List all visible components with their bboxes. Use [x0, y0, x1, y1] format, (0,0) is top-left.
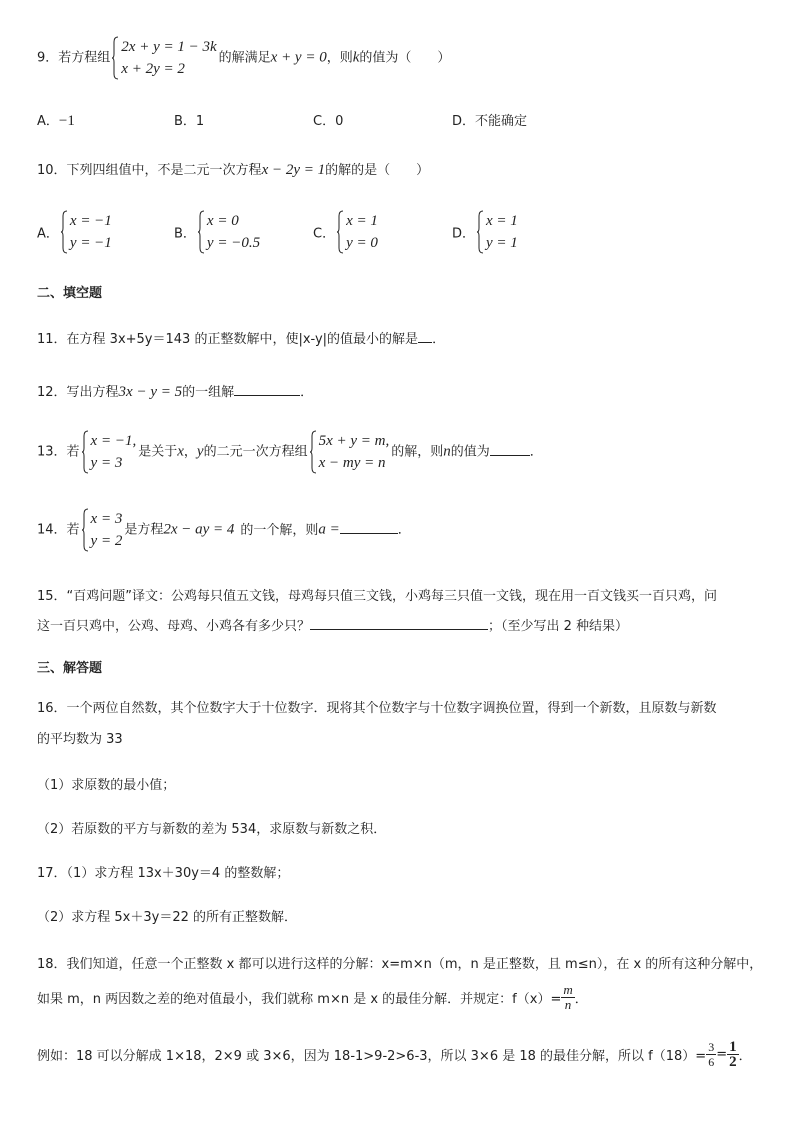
answer-blank-15[interactable]: [310, 617, 488, 630]
question-9-post2: 的值为（ ）: [359, 50, 451, 66]
question-16-part-1: （1）求原数的最小值；: [37, 778, 176, 793]
question-15-line-1: 15．“百鸡问题”译文：公鸡每只值五文钱，母鸡每只值三文钱，小鸡每三只值一文钱，现在用一百文钱买一百只鸡，问: [37, 589, 718, 604]
section-heading-solve: 三、解答题: [37, 661, 103, 676]
question-12: [37, 381, 313, 401]
question-9-pre: 若方程组: [58, 50, 111, 66]
fraction-numerator: m: [563, 982, 573, 997]
question-14-pre: 14．若: [37, 522, 80, 538]
question-14: [37, 508, 411, 552]
option-label: A．: [37, 226, 59, 242]
question-9-mid: 的解满足: [218, 50, 271, 66]
option-10-b[interactable]: [174, 210, 262, 254]
question-13-mid2: 的二元一次方程组: [203, 444, 308, 460]
question-11-text: 11．在方程 3x+5y＝143 的正整数解中，使|x-y|的值最小的解是: [37, 332, 419, 347]
option-10-a-system: [61, 210, 112, 254]
brace-icon: [82, 508, 89, 552]
system-row-1: x = −1,: [90, 433, 137, 449]
question-9-condition: x + y = 0: [270, 49, 327, 66]
system-row-1: x = −1: [69, 213, 112, 229]
fraction-3-over-6: [706, 1040, 716, 1069]
question-10-equation: x − 2y = 1: [261, 162, 326, 178]
option-label: D．: [452, 226, 476, 242]
question-16-part-2: （2）若原数的平方与新数的差为 534，求原数与新数之积．: [37, 822, 387, 837]
brace-icon: [82, 430, 89, 474]
question-13: [37, 430, 543, 474]
question-14-system: [82, 508, 123, 552]
question-13-mid3: 的解，则: [391, 444, 444, 460]
fraction-denominator: 2: [729, 1054, 737, 1070]
question-18-example: 例如：18 可以分解成 1×18，2×9 或 3×6，因为 18-1>9-2>6-3，所以 3×6 是 18 的最佳分解，所以 f（18）=: [37, 1049, 707, 1064]
question-14-equation: 2x − ay = 4: [163, 521, 235, 538]
question-9: [37, 36, 450, 80]
question-13-pre: 13．若: [37, 444, 80, 460]
brace-icon: [198, 210, 205, 254]
answer-blank-13[interactable]: [490, 443, 530, 456]
question-18-line-1: 18．我们知道，任意一个正整数 x 都可以进行这样的分解：x=m×n（m，n 是正整数，且 m≤n），在 x 的所有这种分解中，: [37, 957, 763, 972]
question-12-post: 的一组解: [182, 385, 235, 400]
question-18-tail: ．: [738, 1049, 752, 1064]
system-row-1: x = 1: [486, 213, 518, 229]
question-18-text: 如果 m，n 两因数之差的绝对值最小，我们就称 m×n 是 x 的最佳分解．并规定：f（x）=: [37, 992, 562, 1007]
system-row-1: 5x + y = m,: [318, 433, 390, 449]
question-16-line-2: 的平均数为 33: [37, 732, 123, 747]
question-17-part-1: 17．（1）求方程 13x＋30y＝4 的整数解；: [37, 866, 290, 881]
question-18-line-3: [37, 1040, 752, 1069]
system-row-2: y = 3: [90, 455, 123, 471]
question-11: [37, 328, 445, 347]
question-18-tail: ．: [574, 992, 588, 1007]
question-9-number: 9．: [37, 50, 59, 66]
equals-sign: =: [716, 1047, 728, 1062]
brace-icon: [337, 210, 344, 254]
system-row-2: x − my = n: [318, 455, 386, 471]
question-13-comma: ，: [183, 444, 197, 460]
variable-n: n: [443, 443, 451, 460]
question-13-mid1: 是关于: [138, 444, 178, 460]
question-14-post: 的一个解，则: [240, 522, 319, 538]
question-11-tail: ．: [432, 332, 446, 347]
question-15-text: 这一百只鸡中，公鸡、母鸡、小鸡各有多少只？: [37, 619, 311, 634]
fraction-numerator: 1: [729, 1039, 737, 1055]
question-13-post: 的值为: [450, 444, 490, 460]
question-12-pre: 12．写出方程: [37, 385, 119, 400]
fraction-numerator: 3: [708, 1040, 715, 1054]
question-10: [37, 159, 429, 179]
question-10-post: 的解的是（ ）: [325, 163, 430, 178]
question-10-pre: 下列四组值中，不是二元一次方程: [66, 163, 262, 178]
option-10-b-system: [198, 210, 260, 254]
option-text: 不能确定: [475, 114, 528, 129]
question-13-tail: ．: [529, 444, 543, 460]
fraction-denominator: n: [564, 997, 572, 1012]
answer-blank-11[interactable]: [418, 330, 432, 343]
option-10-a[interactable]: [37, 210, 114, 254]
option-10-d-system: [477, 210, 518, 254]
question-14-a: a =: [318, 521, 340, 538]
question-13-solution-system: [82, 430, 137, 474]
system-row-2: y = −0.5: [206, 235, 261, 251]
option-label: C．: [313, 226, 336, 242]
option-label: B．: [174, 114, 196, 129]
variable-y: y: [196, 443, 204, 460]
question-9-k: k: [352, 49, 360, 66]
section-heading-fill-in: 二、填空题: [37, 286, 103, 301]
system-9-row-2: x + 2y = 2: [121, 61, 185, 77]
question-12-tail: ．: [300, 385, 314, 400]
option-9-a[interactable]: [37, 110, 75, 130]
answer-blank-12[interactable]: [234, 383, 300, 396]
system-row-2: y = 2: [90, 533, 123, 549]
fraction-denominator: 6: [708, 1055, 715, 1069]
option-10-d[interactable]: [452, 210, 520, 254]
brace-icon: [61, 210, 68, 254]
fraction-m-over-n: [561, 983, 574, 1012]
option-10-c-system: [337, 210, 378, 254]
option-text: 0: [335, 114, 344, 129]
option-10-c[interactable]: [313, 210, 380, 254]
question-9-post1: ，则: [326, 50, 353, 66]
question-14-tail: ．: [397, 522, 411, 538]
question-15-tail: ；（至少写出 2 种结果）: [488, 619, 629, 634]
question-16-line-1: 16．一个两位自然数，其个位数字大于十位数字．现将其个位数字与十位数字调换位置，得到一个新数，且原数与新数: [37, 701, 717, 716]
question-14-mid: 是方程: [124, 522, 164, 538]
question-17-part-2: （2）求方程 5x＋3y＝22 的所有正整数解．: [37, 910, 298, 925]
brace-icon: [112, 36, 119, 80]
system-row-2: y = 1: [486, 235, 518, 251]
option-9-b[interactable]: [174, 110, 204, 129]
question-10-number: 10．: [37, 163, 67, 178]
question-12-equation: 3x − y = 5: [118, 384, 183, 400]
option-text: 1: [195, 114, 205, 129]
option-9-c[interactable]: [313, 110, 343, 129]
brace-icon: [310, 430, 317, 474]
system-9-row-1: 2x + y = 1 − 3k: [121, 39, 217, 55]
variable-x: x: [177, 443, 184, 460]
system-row-1: x = 0: [206, 213, 239, 229]
system-row-2: y = 0: [346, 235, 378, 251]
option-label: B．: [174, 226, 196, 242]
answer-blank-14[interactable]: [340, 521, 398, 534]
option-9-d[interactable]: [452, 110, 527, 129]
system-row-1: x = 1: [346, 213, 378, 229]
option-label: A．: [37, 114, 59, 129]
option-label: D．: [452, 114, 476, 129]
option-label: C．: [313, 114, 336, 129]
question-13-equation-system: [310, 430, 390, 474]
brace-icon: [477, 210, 484, 254]
system-row-2: y = −1: [69, 235, 112, 251]
option-text: −1: [58, 113, 75, 129]
equation-system-9: [112, 36, 216, 80]
question-15-line-2: [37, 615, 628, 634]
question-18-line-2: [37, 983, 588, 1012]
fraction-1-over-2: [727, 1040, 739, 1069]
system-row-1: x = 3: [90, 511, 123, 527]
